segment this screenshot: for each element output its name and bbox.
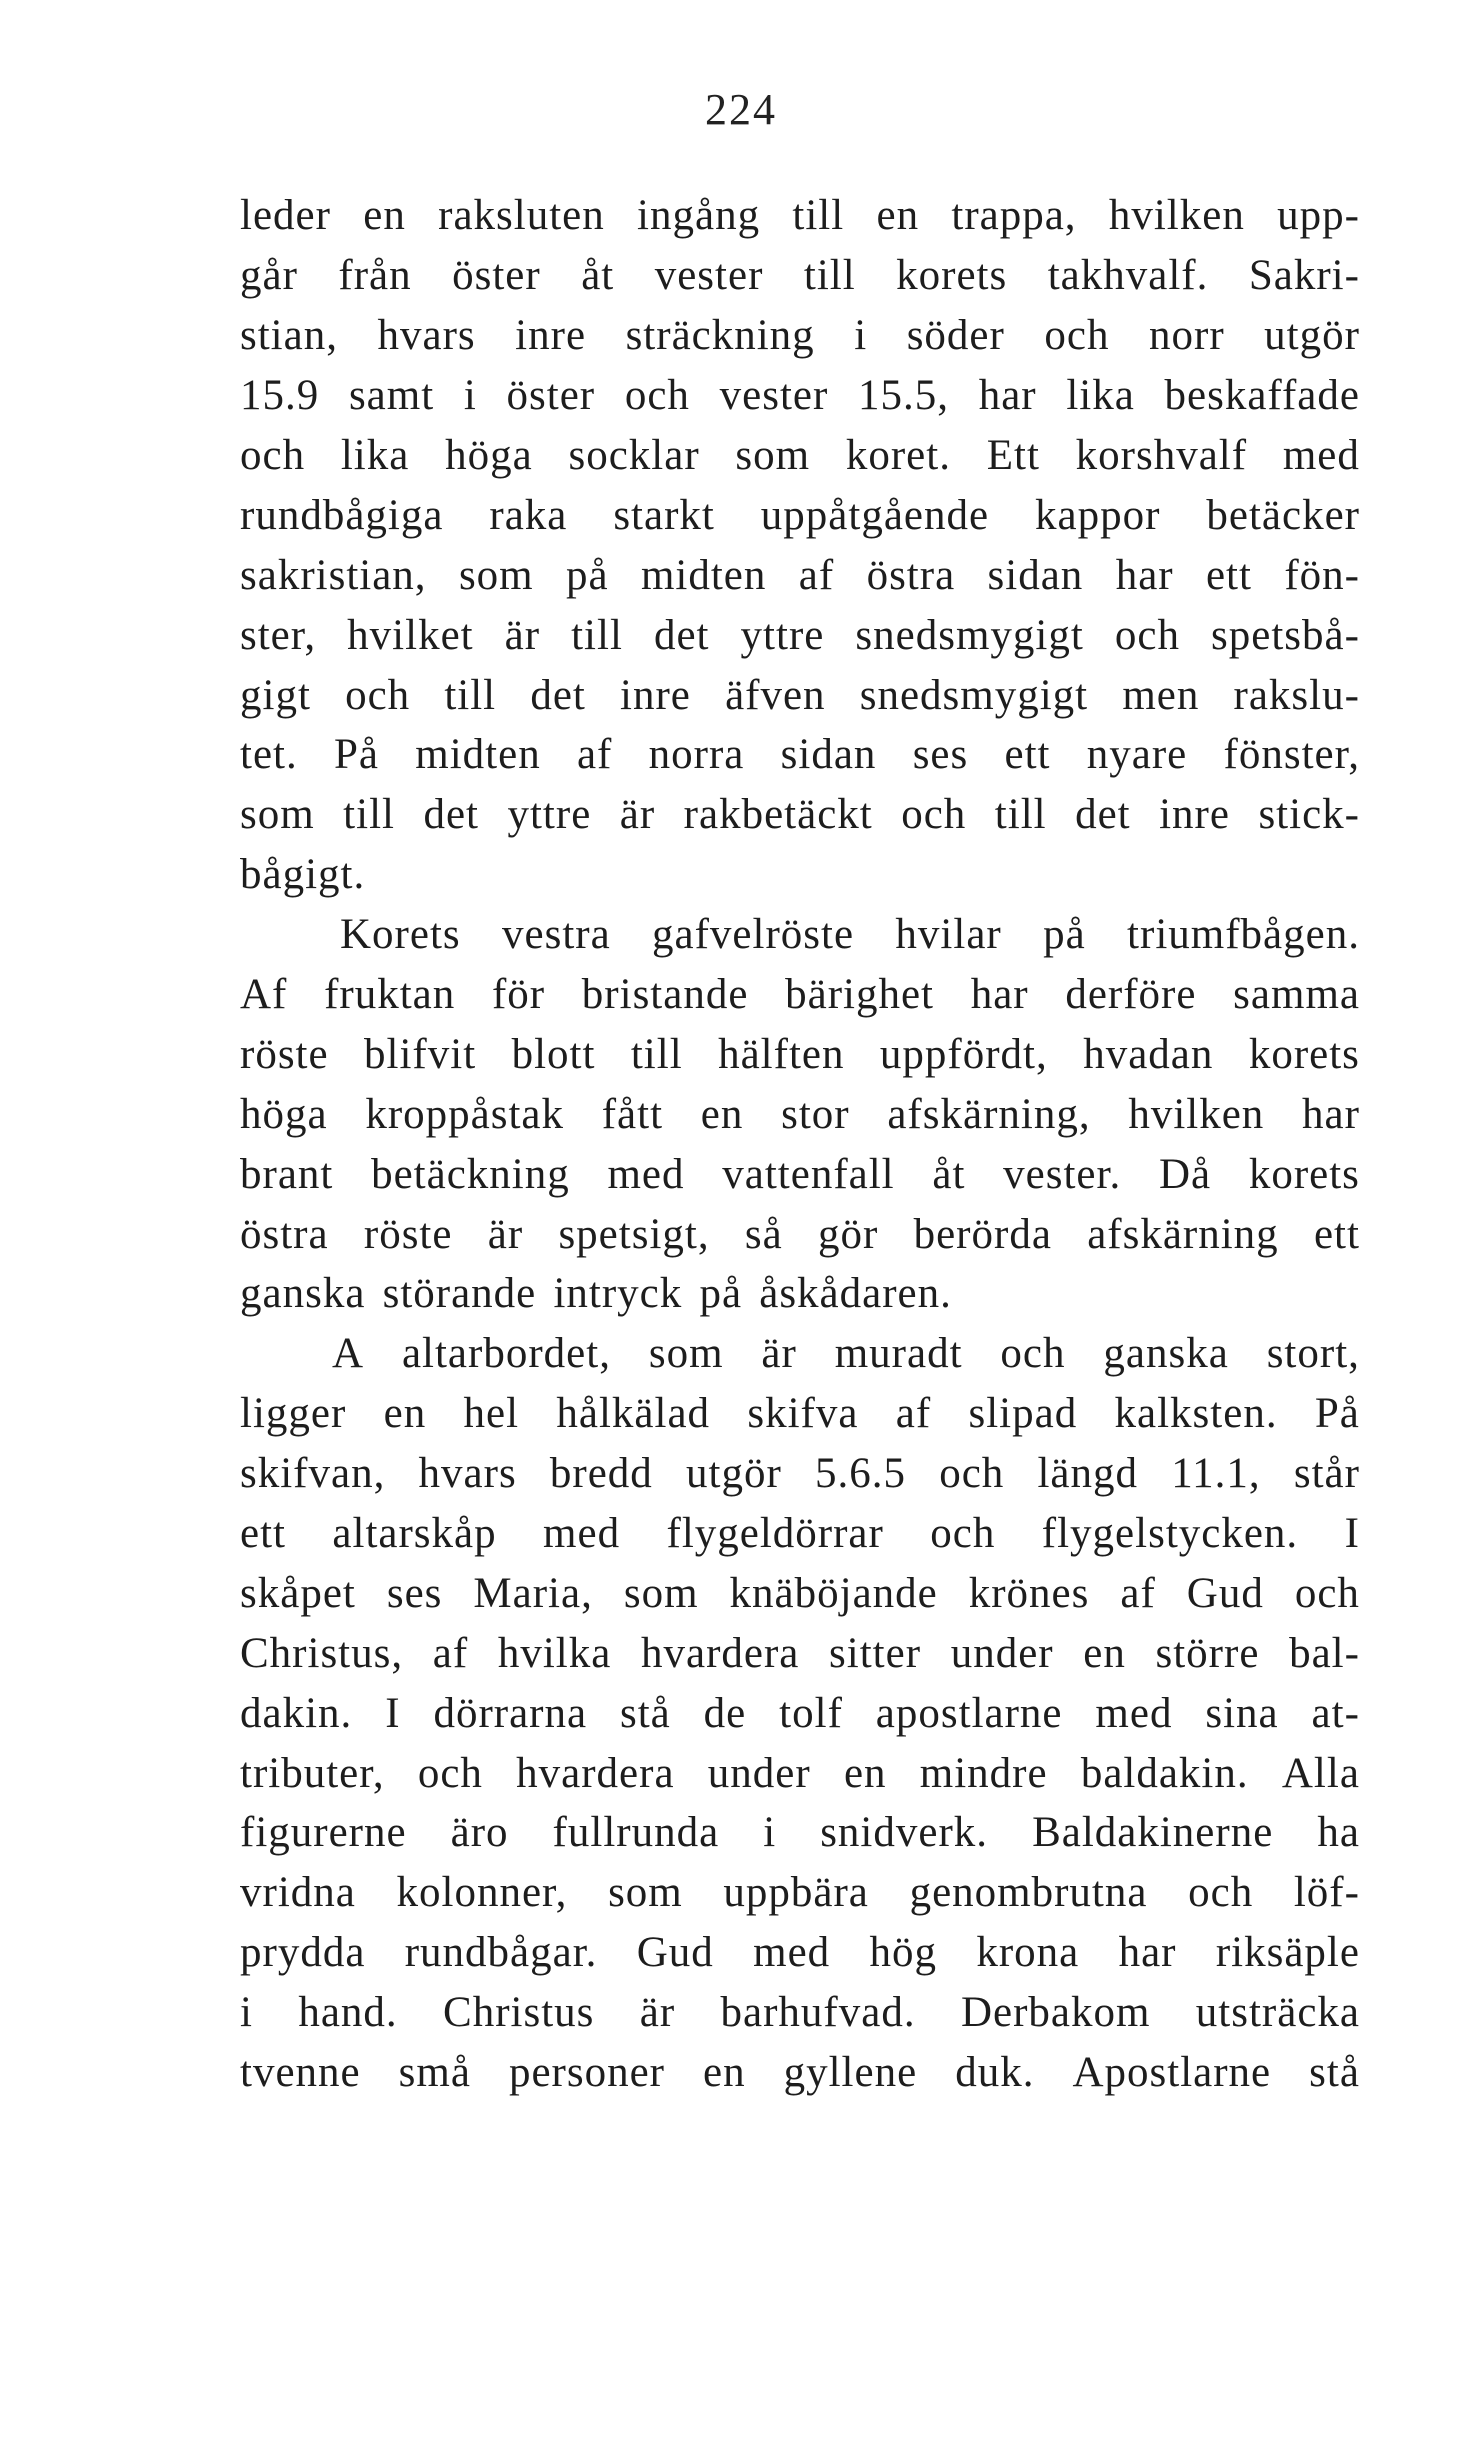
- word: starkt: [613, 491, 715, 539]
- word: hvilken: [1108, 192, 1245, 240]
- word: löf-: [1293, 1869, 1360, 1917]
- word: snedsmygigt: [859, 671, 1089, 719]
- word: ett: [1313, 1210, 1360, 1258]
- word: dörrarna: [433, 1689, 588, 1737]
- word: Apostlarne: [1072, 2049, 1272, 2097]
- text-line: [240, 306, 1360, 366]
- text-line: [240, 665, 1360, 725]
- word: hvilar: [895, 911, 1002, 959]
- word: som: [648, 1330, 724, 1378]
- word: dakin.: [240, 1689, 353, 1737]
- text-line: [240, 1204, 1360, 1264]
- word: uppfördt,: [879, 1030, 1048, 1078]
- word: i: [240, 1989, 253, 2037]
- word: blott: [511, 1030, 596, 1078]
- word: gigt: [240, 671, 311, 719]
- word: af: [576, 731, 613, 779]
- word: Ett: [986, 432, 1040, 479]
- word: korets: [1248, 1030, 1360, 1078]
- word: ett: [240, 1510, 286, 1558]
- word: äfven: [725, 671, 826, 719]
- word: genombrutna: [909, 1869, 1148, 1917]
- word: sitter: [829, 1629, 922, 1677]
- word: och: [930, 1510, 996, 1558]
- word: med: [753, 1929, 831, 1977]
- word: triumfbågen.: [1127, 911, 1360, 959]
- text-line: [240, 1863, 1360, 1923]
- word: en: [700, 1090, 744, 1138]
- word: i: [854, 312, 868, 360]
- word: ingång: [637, 192, 761, 240]
- word: i: [463, 372, 477, 420]
- word: flygelstycken.: [1041, 1510, 1299, 1558]
- word: det: [1075, 791, 1131, 839]
- word: en: [876, 192, 920, 240]
- word: Derbakom: [960, 1989, 1151, 2037]
- word: yttre: [507, 791, 592, 839]
- text-line: [240, 1623, 1360, 1683]
- word: öster: [452, 252, 541, 300]
- word: vestra: [502, 911, 611, 959]
- word: vridna: [240, 1869, 356, 1917]
- word: derföre: [1065, 971, 1197, 1019]
- word: beskaffade: [1164, 372, 1360, 420]
- word: som: [623, 1569, 699, 1617]
- word: röste: [240, 1030, 329, 1078]
- word: stå: [1309, 2049, 1360, 2097]
- text-line: [240, 1084, 1360, 1144]
- word: stick-: [1258, 791, 1360, 839]
- word: äro: [450, 1809, 509, 1857]
- word: så: [744, 1210, 783, 1258]
- word: fullrunda: [552, 1809, 720, 1857]
- word: och: [240, 432, 306, 479]
- word: fön-: [1284, 551, 1360, 599]
- word: muradt: [834, 1330, 963, 1378]
- word: från: [338, 252, 412, 300]
- word: rakslu-: [1233, 671, 1360, 719]
- word: figurerne: [240, 1809, 407, 1857]
- word: koret.: [845, 432, 951, 479]
- word: betäcker: [1206, 491, 1360, 539]
- word: mindre: [919, 1749, 1048, 1797]
- word: och: [901, 791, 967, 839]
- word: till: [343, 791, 395, 839]
- word: prydda: [240, 1929, 366, 1977]
- word: gör: [817, 1210, 879, 1258]
- word: raka: [489, 491, 568, 539]
- word: Korets: [340, 911, 461, 959]
- word: åskådaren.: [759, 1270, 952, 1318]
- word: bal-: [1289, 1629, 1360, 1677]
- text-line: [240, 1264, 1360, 1324]
- word: slipad: [968, 1390, 1078, 1438]
- word: berörda: [913, 1210, 1052, 1258]
- word: hvars: [377, 312, 476, 360]
- word: midten: [640, 551, 767, 599]
- text-line: [240, 545, 1360, 605]
- word: snedsmygigt: [855, 611, 1084, 659]
- text-line: [240, 1324, 1360, 1384]
- word: Maria,: [473, 1569, 593, 1617]
- word: sidan: [987, 551, 1084, 599]
- word: altarskåp: [332, 1510, 497, 1558]
- text-line: [240, 605, 1360, 665]
- word: med: [1095, 1689, 1173, 1737]
- word: är: [639, 1989, 676, 2037]
- word: en: [383, 1390, 427, 1438]
- word: till: [444, 671, 497, 719]
- word: intryck: [553, 1270, 683, 1318]
- word: norr: [1149, 312, 1225, 360]
- word: större: [1155, 1629, 1260, 1677]
- word: afskärning: [1087, 1210, 1279, 1258]
- word: och: [939, 1450, 1005, 1498]
- text-line: [240, 725, 1360, 785]
- word: till: [630, 1030, 683, 1078]
- word: skifvan,: [240, 1450, 386, 1498]
- word: under: [950, 1629, 1054, 1677]
- word: och: [1044, 312, 1110, 360]
- text-line: [240, 485, 1360, 545]
- word: Af: [240, 971, 288, 1019]
- word: bredd: [549, 1450, 653, 1498]
- word: och: [345, 671, 411, 719]
- word: korets: [1248, 1150, 1360, 1198]
- word: hand.: [298, 1989, 398, 2037]
- word: knäböjande: [729, 1569, 938, 1617]
- body-text: [240, 186, 1360, 2103]
- word: baldakin.: [1080, 1749, 1249, 1797]
- word: i: [763, 1809, 777, 1857]
- word: ses: [912, 731, 969, 779]
- word: riksäple: [1215, 1929, 1360, 1977]
- word: Gud: [636, 1929, 714, 1977]
- word: Baldakinerne: [1032, 1809, 1274, 1857]
- text-line: [240, 1024, 1360, 1084]
- word: med: [607, 1150, 685, 1198]
- word: röste: [363, 1210, 453, 1258]
- page-number: 224: [705, 85, 777, 134]
- word: ster,: [240, 611, 317, 659]
- word: har: [1302, 1090, 1360, 1138]
- word: det: [653, 611, 710, 659]
- text-line: [240, 1444, 1360, 1504]
- word: A: [332, 1330, 365, 1378]
- word: leder: [240, 192, 331, 240]
- word: stå: [619, 1689, 671, 1737]
- word: snidverk.: [820, 1809, 989, 1857]
- word: I: [385, 1689, 401, 1737]
- word: hvars: [418, 1450, 517, 1498]
- word: samt: [348, 372, 435, 420]
- word: störande: [382, 1270, 537, 1318]
- word: inre: [620, 671, 691, 719]
- word: på: [1043, 911, 1086, 959]
- word: och: [1114, 611, 1180, 659]
- word: midten: [415, 731, 541, 779]
- word: Christus,: [240, 1629, 404, 1677]
- word: som: [240, 791, 315, 839]
- word: åt: [581, 252, 615, 300]
- text-line: [240, 845, 1360, 905]
- word: till: [792, 192, 845, 240]
- word: af: [432, 1629, 469, 1677]
- word: söder: [906, 312, 1005, 360]
- word: ses: [386, 1569, 443, 1617]
- word: inre: [1159, 791, 1230, 839]
- word: hålkälad: [556, 1390, 711, 1438]
- word: Sakri-: [1248, 252, 1360, 300]
- word: tet.: [240, 731, 298, 779]
- word: at-: [1311, 1689, 1360, 1737]
- word: sträckning: [625, 312, 815, 360]
- text-line: [240, 246, 1360, 306]
- word: med: [543, 1510, 621, 1558]
- word: och: [417, 1749, 483, 1797]
- word: sidan: [780, 731, 877, 779]
- word: korets: [896, 252, 1008, 300]
- word: krona: [976, 1929, 1080, 1977]
- word: kalksten.: [1114, 1390, 1278, 1438]
- word: till: [571, 611, 623, 659]
- word: gyllene: [783, 2049, 918, 2097]
- word: hög: [869, 1929, 938, 1977]
- word: fönster,: [1223, 731, 1360, 779]
- text-line: [240, 426, 1360, 486]
- word: uppåtgående: [760, 491, 990, 539]
- word: vester.: [1003, 1150, 1122, 1198]
- word: lika: [1066, 372, 1135, 420]
- word: ganska: [1103, 1330, 1229, 1378]
- word: utgör: [686, 1450, 782, 1498]
- word: hvilket: [347, 611, 474, 659]
- word: uppbära: [723, 1869, 869, 1917]
- word: höga: [445, 432, 533, 479]
- word: norra: [648, 731, 745, 779]
- word: 15.9: [240, 372, 320, 420]
- word: blifvit: [364, 1030, 477, 1078]
- text-line: [240, 1923, 1360, 1983]
- word: krönes: [968, 1569, 1090, 1617]
- word: på: [566, 551, 609, 599]
- word: öster: [506, 372, 596, 420]
- word: hvardera: [516, 1749, 675, 1797]
- word: de: [703, 1689, 747, 1737]
- word: stor: [781, 1090, 850, 1138]
- word: kappor: [1035, 491, 1161, 539]
- word: till: [803, 252, 856, 300]
- word: afskärning,: [887, 1090, 1091, 1138]
- word: utgör: [1264, 312, 1360, 360]
- word: hvadan: [1083, 1030, 1214, 1078]
- word: ligger: [240, 1390, 347, 1438]
- word: men: [1122, 671, 1200, 719]
- word: och: [1294, 1569, 1360, 1617]
- word: för: [491, 971, 546, 1019]
- word: bärighet: [785, 971, 935, 1019]
- word: vester: [654, 252, 764, 300]
- word: är: [619, 791, 656, 839]
- word: socklar: [568, 432, 700, 479]
- word: af: [895, 1390, 932, 1438]
- word: en: [1083, 1629, 1126, 1677]
- word: kroppåstak: [365, 1090, 564, 1138]
- word: är: [761, 1330, 797, 1378]
- word: Gud: [1186, 1569, 1264, 1617]
- word: ett: [1004, 731, 1051, 779]
- word: raksluten: [438, 192, 605, 240]
- word: inre: [515, 312, 587, 360]
- word: upp-: [1277, 192, 1360, 240]
- word: sakristian,: [240, 551, 427, 599]
- text-line: [240, 1144, 1360, 1204]
- word: det: [530, 671, 586, 719]
- word: altarbordet,: [401, 1330, 611, 1378]
- word: takhvalf.: [1047, 252, 1209, 300]
- word: ganska: [240, 1270, 366, 1318]
- word: är: [487, 1210, 524, 1258]
- word: har: [970, 971, 1029, 1019]
- text-line: [240, 1563, 1360, 1623]
- word: duk.: [955, 2049, 1035, 2097]
- word: korshvalf: [1075, 432, 1248, 479]
- word: ett: [1205, 551, 1252, 599]
- word: skåpet: [240, 1569, 356, 1617]
- word: med: [1282, 432, 1360, 479]
- word: 11.1,: [1171, 1450, 1261, 1498]
- word: 5.6.5: [814, 1450, 906, 1498]
- word: som: [735, 432, 811, 479]
- text-line: [240, 366, 1360, 426]
- word: hel: [463, 1390, 520, 1438]
- word: vester: [719, 372, 829, 420]
- text-line: [240, 1384, 1360, 1444]
- word: sina: [1205, 1689, 1279, 1737]
- word: åt: [932, 1150, 966, 1198]
- word: och: [624, 372, 690, 420]
- word: rundbågiga: [240, 491, 444, 539]
- word: fått: [601, 1090, 664, 1138]
- word: har: [978, 372, 1037, 420]
- word: går: [240, 252, 298, 300]
- word: en: [843, 1749, 887, 1797]
- word: som: [608, 1869, 683, 1917]
- word: I: [1344, 1510, 1360, 1558]
- word: en: [703, 2049, 746, 2097]
- word: utsträcka: [1195, 1989, 1360, 2037]
- word: kolonner,: [396, 1869, 568, 1917]
- word: höga: [240, 1090, 328, 1138]
- text-line: [240, 2043, 1360, 2103]
- word: lika: [340, 432, 410, 479]
- text-line: [240, 1803, 1360, 1863]
- word: personer: [508, 2049, 665, 2097]
- text-line: [240, 186, 1360, 246]
- word: en: [363, 192, 406, 240]
- word: gafvelröste: [652, 911, 855, 959]
- word: tributer,: [240, 1749, 385, 1797]
- word: längd: [1037, 1450, 1139, 1498]
- word: har: [1118, 1929, 1177, 1977]
- word: trappa,: [951, 192, 1077, 240]
- word: det: [423, 791, 479, 839]
- word: spetsbå-: [1211, 611, 1360, 659]
- word: På: [334, 731, 379, 779]
- word: nyare: [1086, 731, 1188, 779]
- word: hvardera: [640, 1629, 800, 1677]
- text-line: [240, 1983, 1360, 2043]
- word: Alla: [1281, 1749, 1360, 1797]
- word: Christus: [443, 1989, 595, 2037]
- text-line: [240, 785, 1360, 845]
- word: barhufvad.: [720, 1989, 916, 2037]
- word: vattenfall: [722, 1150, 895, 1198]
- word: fruktan: [324, 971, 456, 1019]
- text-line: [240, 1743, 1360, 1803]
- word: bristande: [581, 971, 749, 1019]
- word: hvilken: [1128, 1090, 1265, 1138]
- word: under: [707, 1749, 811, 1797]
- word: ha: [1317, 1809, 1360, 1857]
- word: stort,: [1266, 1330, 1360, 1378]
- word: små: [398, 2049, 471, 2097]
- text-line: [240, 905, 1360, 965]
- word: 15.5,: [858, 372, 949, 420]
- word: spetsigt,: [558, 1210, 710, 1258]
- word: rakbetäckt: [683, 791, 873, 839]
- word: östra: [240, 1210, 329, 1258]
- word: och: [1000, 1330, 1066, 1378]
- word: Då: [1158, 1150, 1212, 1198]
- word: östra: [866, 551, 956, 599]
- word: brant: [240, 1150, 334, 1198]
- word: rundbågar.: [404, 1929, 598, 1977]
- word: bågigt.: [240, 851, 366, 899]
- word: till: [994, 791, 1047, 839]
- word: hvilka: [497, 1629, 612, 1677]
- word: skifva: [747, 1390, 859, 1438]
- word: tolf: [779, 1689, 843, 1737]
- text-line: [240, 965, 1360, 1025]
- word: och: [1188, 1869, 1254, 1917]
- word: På: [1314, 1390, 1360, 1438]
- text-line: [240, 1504, 1360, 1564]
- word: som: [458, 551, 534, 599]
- word: af: [798, 551, 835, 599]
- word: betäckning: [371, 1150, 570, 1198]
- word: flygeldörrar: [666, 1510, 884, 1558]
- word: står: [1293, 1450, 1360, 1498]
- text-line: [240, 1683, 1360, 1743]
- word: på: [699, 1270, 743, 1318]
- word: har: [1115, 551, 1174, 599]
- word: af: [1120, 1569, 1156, 1617]
- word: yttre: [740, 611, 825, 659]
- word: är: [504, 611, 541, 659]
- word: apostlarne: [875, 1689, 1063, 1737]
- word: samma: [1233, 971, 1360, 1019]
- word: stian,: [240, 312, 338, 360]
- word: tvenne: [240, 2049, 361, 2097]
- word: hälften: [718, 1030, 845, 1078]
